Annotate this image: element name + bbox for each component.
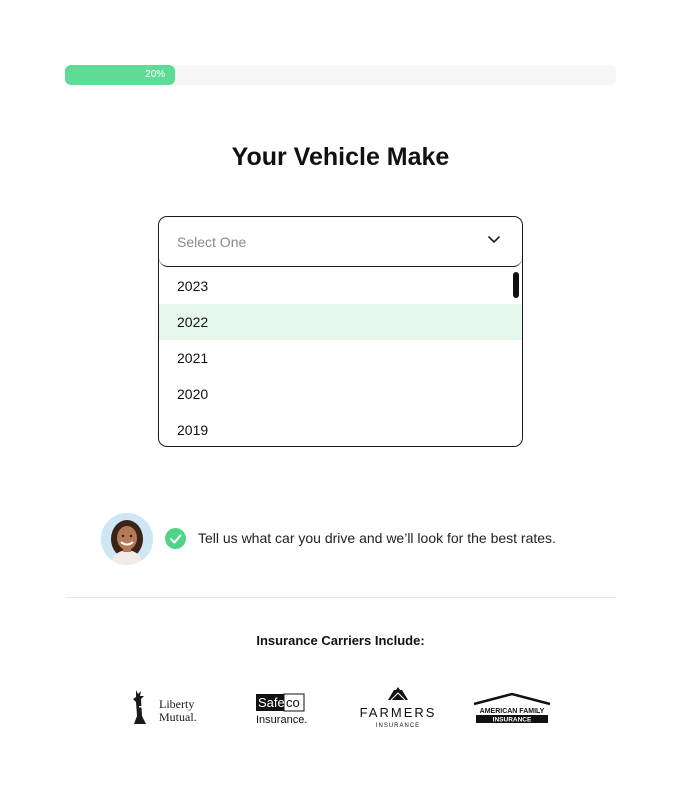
carrier-logos: [0, 686, 681, 731]
dropdown-option-2022[interactable]: 2022: [159, 304, 522, 340]
divider: [65, 597, 616, 598]
liberty-mutual-logo: [130, 686, 206, 731]
dropdown-trigger[interactable]: [159, 217, 522, 267]
dropdown-option-2023[interactable]: 2023: [177, 278, 209, 294]
progress-fill: [65, 65, 175, 85]
agent-avatar: [101, 513, 153, 565]
dropdown-option-2021[interactable]: 2021: [177, 350, 209, 366]
page-title: Your Vehicle Make: [231, 143, 450, 171]
chevron-down-icon: [488, 236, 500, 244]
svg-text:Mutual.: Mutual.: [159, 710, 197, 724]
dropdown-placeholder: Select One: [177, 234, 247, 250]
farmers-insurance-logo: [360, 686, 436, 731]
svg-text:Safe: Safe: [258, 695, 285, 710]
american-family-logo: [472, 686, 554, 731]
svg-text:Liberty: Liberty: [159, 697, 195, 711]
dropdown-option-2020[interactable]: 2020: [177, 386, 209, 402]
svg-text:INSURANCE: INSURANCE: [492, 716, 532, 724]
agent-tip: [101, 513, 601, 565]
safeco-logo: [255, 686, 315, 731]
vehicle-make-dropdown[interactable]: [158, 216, 523, 447]
progress-label: 20%: [145, 69, 166, 80]
dropdown-option-2019[interactable]: 2019: [177, 422, 209, 438]
svg-text:FARMERS: FARMERS: [360, 705, 436, 720]
dropdown-scrollbar[interactable]: [513, 272, 519, 298]
svg-text:AMERICAN FAMILY: AMERICAN FAMILY: [479, 708, 545, 715]
dropdown-options: [159, 268, 522, 447]
svg-text:INSURANCE: INSURANCE: [375, 723, 421, 729]
check-circle-icon: [165, 528, 186, 549]
progress-bar: [65, 65, 616, 85]
svg-text:co: co: [286, 695, 300, 710]
svg-text:Insurance.: Insurance.: [256, 714, 308, 726]
tip-text: Tell us what car you drive and we’ll look for the best rates.: [198, 530, 556, 546]
carriers-heading: Insurance Carriers Include:: [256, 633, 425, 648]
